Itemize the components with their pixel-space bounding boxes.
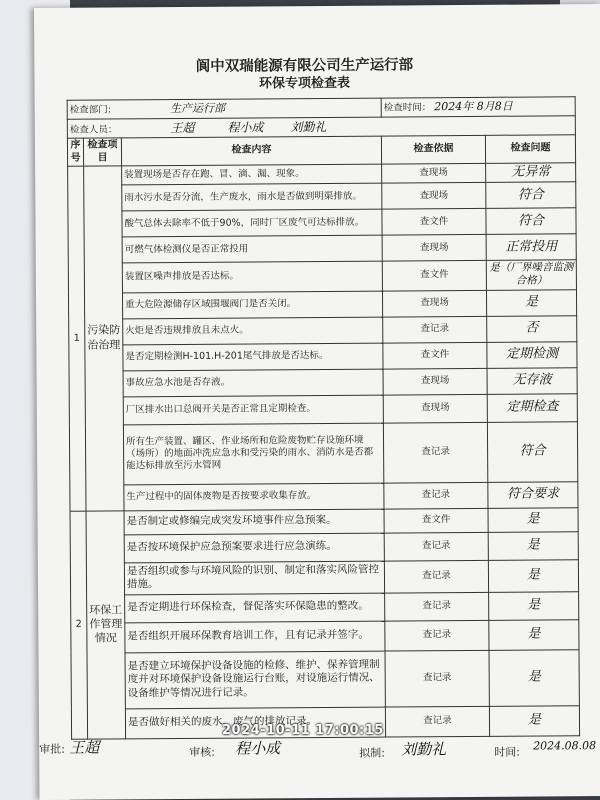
check-content: 是否建立环境保护设备设施的检修、维护、保养管理制度并对环境保护设备设施运行台账，对设施运行情况、设备维护等情况进行记录。 [125,651,385,709]
check-basis: 查现场 [383,394,487,423]
table-row [68,260,576,293]
check-result: 定期检查 [487,393,577,422]
inspection-sheet [34,4,600,800]
check-result: 是 [488,559,578,592]
table-row [70,481,578,511]
table-row [70,507,578,535]
check-result: 是 [488,507,578,532]
approve-signature: 王超 [69,738,100,757]
check-content: 重大危险源储存区域围堰阀门是否关闭。 [122,291,382,319]
table-row [69,393,577,425]
draft-signature: 刘勤礼 [401,740,447,759]
check-result: 正常投用 [486,234,576,261]
people-label: 检查人员： [69,123,118,136]
check-basis: 查现场 [382,163,486,183]
check-result: 是（厂界噪音监测合格） [486,260,576,290]
check-content: 是否定期检测H-101.H-201尾气排放是否达标。 [123,343,383,371]
check-content: 酸气总体去除率不低于90%，同时厂区废气可达标排放。 [122,209,382,237]
check-content: 所有生产装置、罐区、作业场所和危险废物贮存设施环境 （场所）的地面冲洗应急水和受污染的雨水、消防水是否都能达标排放至污水管网 [123,423,383,485]
check-basis: 查记录 [384,532,488,561]
check-basis: 查记录 [383,422,487,483]
inspection-table [67,96,580,739]
date-value: 2024.08.08 [533,739,597,753]
col-item: 检查项目 [83,138,121,166]
table-row [69,315,577,345]
dept-label: 检查部门: [69,104,111,116]
section-number: 1 [68,166,86,511]
check-content: 是否组织或参与环境风险的识别、制定和落实风险管控措施。 [124,561,384,595]
col-problem: 检查问题 [485,135,575,164]
approve-label: 审批: [39,742,65,756]
column-header-row [67,135,575,167]
check-result: 是 [488,531,578,560]
check-content: 是否按环境保护应急预案要求进行应急演练。 [124,533,384,563]
check-basis: 查记录 [385,706,489,737]
date-label: 时间: [494,745,520,759]
draft-label: 拟制: [359,746,385,760]
check-result: 符合要求 [488,481,578,508]
check-content: 事故应急水池是否存液。 [123,369,383,397]
check-result: 符合 [486,208,576,235]
check-basis: 查文件 [383,342,487,369]
check-result: 否 [487,315,577,342]
check-content: 装置现场是否存在跑、冒、滴、漏、现象。 [122,164,382,185]
check-basis: 查现场 [383,368,487,395]
table-row [71,619,579,653]
dept-value: 生产运行部 [169,101,225,116]
check-basis: 查记录 [385,620,489,651]
time-cell [381,97,575,117]
check-result: 定期检测 [487,341,577,368]
col-basis: 检查依据 [381,135,485,164]
section-number: 2 [70,511,88,739]
time-label: 检查时间： [383,102,432,114]
check-content: 火炬是否违规排放且未点火。 [123,317,383,345]
col-content: 检查内容 [121,136,381,166]
check-basis: 查现场 [382,235,486,262]
table-row [68,208,576,238]
review-signature: 程小成 [235,739,281,758]
check-basis: 查文件 [382,209,486,236]
check-basis: 查文件 [382,261,486,291]
table-row [71,591,579,623]
check-result: 无异常 [486,163,576,183]
table-row [70,559,578,595]
col-seq: 序号 [67,138,83,166]
check-content: 雨水污水是否分流，生产废水，雨水是否做到明渠排放。 [122,183,382,211]
section-category: 环保工作管理情况 [86,510,126,738]
check-result: 是 [489,705,579,736]
table-row [69,341,577,371]
check-content: 装置区噪声排放是否达标。 [122,261,382,292]
check-basis: 查现场 [382,183,486,210]
table-row [70,531,578,563]
time-value: 2024年 8月8日 [434,99,513,114]
check-content: 厂区排水出口总阀开关是否正常且定期检查。 [123,395,383,425]
check-content: 生产过程中的固体废物是否按要求收集存放。 [124,483,384,511]
check-content: 是否定期进行环保检查，督促落实环保隐患的整改。 [125,593,385,623]
check-result: 符合 [487,421,577,482]
section-category: 污染防治治理 [84,166,124,511]
check-basis: 查记录 [385,592,489,621]
check-result: 是 [489,619,579,650]
check-basis: 查记录 [385,650,489,707]
inspector-name: 程小成 [227,119,264,135]
photo-timestamp: 2024-10-11 17:00:15 [222,723,384,738]
check-result: 是 [489,649,579,706]
table-row [68,234,576,264]
table-row [71,649,579,709]
inspector-name: 王超 [170,120,195,135]
check-content: 是否做好相关的废水、废气的排放记录。 [125,707,385,739]
table-row [68,182,576,212]
check-basis: 查现场 [382,290,486,317]
check-result: 是 [489,591,579,620]
form-title: 环保专项检查表 [258,75,351,92]
check-basis: 查记录 [384,482,488,509]
check-result: 无存液 [487,367,577,394]
check-result: 是 [486,289,576,316]
check-content: 是否组织开展环保教育培训工作，且有记录并签字。 [125,621,385,653]
check-basis: 查文件 [384,508,488,533]
table-row [69,367,577,397]
check-basis: 查记录 [384,560,488,593]
dept-cell [67,98,381,119]
check-result: 符合 [486,182,576,209]
check-content: 可燃气体检测仪是否正常投用 [122,235,382,263]
inspector-name: 刘勤礼 [290,119,327,134]
signature-footer [39,737,600,781]
review-label: 审核: [189,745,215,759]
table-row [68,289,576,319]
table-row [69,421,577,485]
check-content: 是否制定或修编完成突发环境事件应急预案。 [124,509,384,535]
check-basis: 查记录 [383,316,487,343]
company-title: 阆中双瑞能源有限公司生产运行部 [195,56,414,75]
